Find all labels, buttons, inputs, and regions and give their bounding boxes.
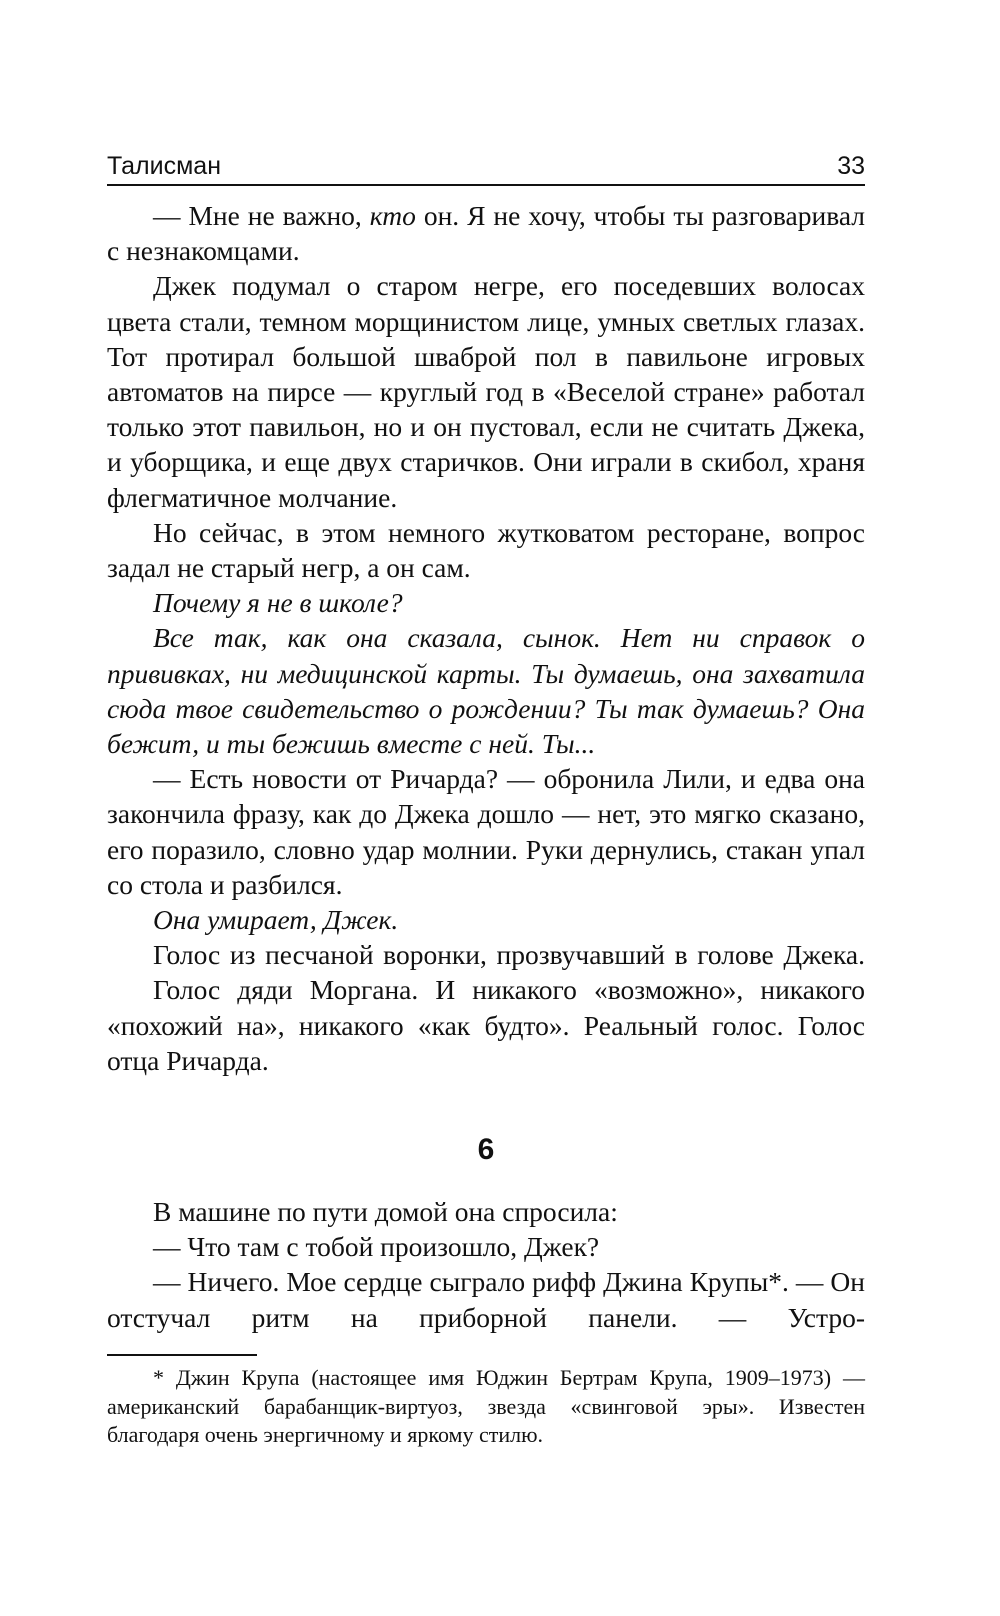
paragraph: — Ничего. Мое сердце сыграло рифф Джина Крупы*. — Он отстучал ритм на приборной панели. — Устро- xyxy=(107,1266,865,1333)
paragraph: — Мне не важно, кто он. Я не хочу, чтобы ты разговаривал с незнакомцами. xyxy=(107,200,866,267)
paragraph: В машине по пути домой она спросила: xyxy=(153,1196,618,1227)
footnote-text: * Джин Крупа (настоящее имя Юджин Бертрам Крупа, 1909–1973) — американский барабанщик-виртуоз, звезда «свинговой эры». Известен благодаря очень энергичному и яркому стилю. xyxy=(107,1365,865,1447)
italic-thought: Почему я не в школе? xyxy=(153,587,403,619)
paragraph: Голос дяди Моргана. И никакого «возможно», никакого «похожий на», никакого «как будто». Реальный голос. Голос отца Ричарда. xyxy=(107,974,865,1076)
paragraph: Джек подумал о старом негре, его поседевших волосах цвета стали, темном морщинистом лице, умных светлых глазах. Тот протирал большой шваброй пол в павильоне игровых автоматов на пирсе — круглый год в «Веселой стране» работал только этот павильон, но и он пустовал, если не считать Джека, и уборщика, и еще двух старичков. Они играли в скибол, храня флегматичное молчание. xyxy=(107,270,865,513)
book-title: Талисман xyxy=(107,152,222,180)
page-number: 33 xyxy=(837,152,865,180)
italic-thought: Все так, как она сказала, сынок. Нет ни справок о прививках, ни медицинской карты. Ты думаешь, она захватила сюда твое свидетельство о рождении? Ты так думаешь? Она бежит, и ты бежишь вместе с ней. Ты... xyxy=(107,622,865,760)
chapter-text xyxy=(107,1194,865,1335)
emphasis: кто xyxy=(369,200,416,231)
running-header xyxy=(107,148,865,186)
chapter-number: 6 xyxy=(477,1133,495,1166)
body-text xyxy=(107,198,865,1078)
paragraph: Но сейчас, в этом немного жутковатом ресторане, вопрос задал не старый негр, а он сам. xyxy=(107,516,865,584)
paragraph: Голос из песчаной воронки, прозвучавший в голове Джека. xyxy=(153,939,865,971)
footnote-divider xyxy=(107,1354,257,1356)
paragraph: — Есть новости от Ричарда? — обронила Лили, и едва она закончила фразу, как до Джека дошло — нет, это мягко сказано, его поразило, словно удар молнии. Руки дернулись, стакан упал со стола и разбился. xyxy=(107,763,865,900)
paragraph: — Что там с тобой произошло, Джек? xyxy=(153,1231,600,1263)
italic-thought: Она умирает, Джек. xyxy=(153,904,399,936)
footnote xyxy=(107,1364,865,1450)
book-page xyxy=(107,0,865,1616)
